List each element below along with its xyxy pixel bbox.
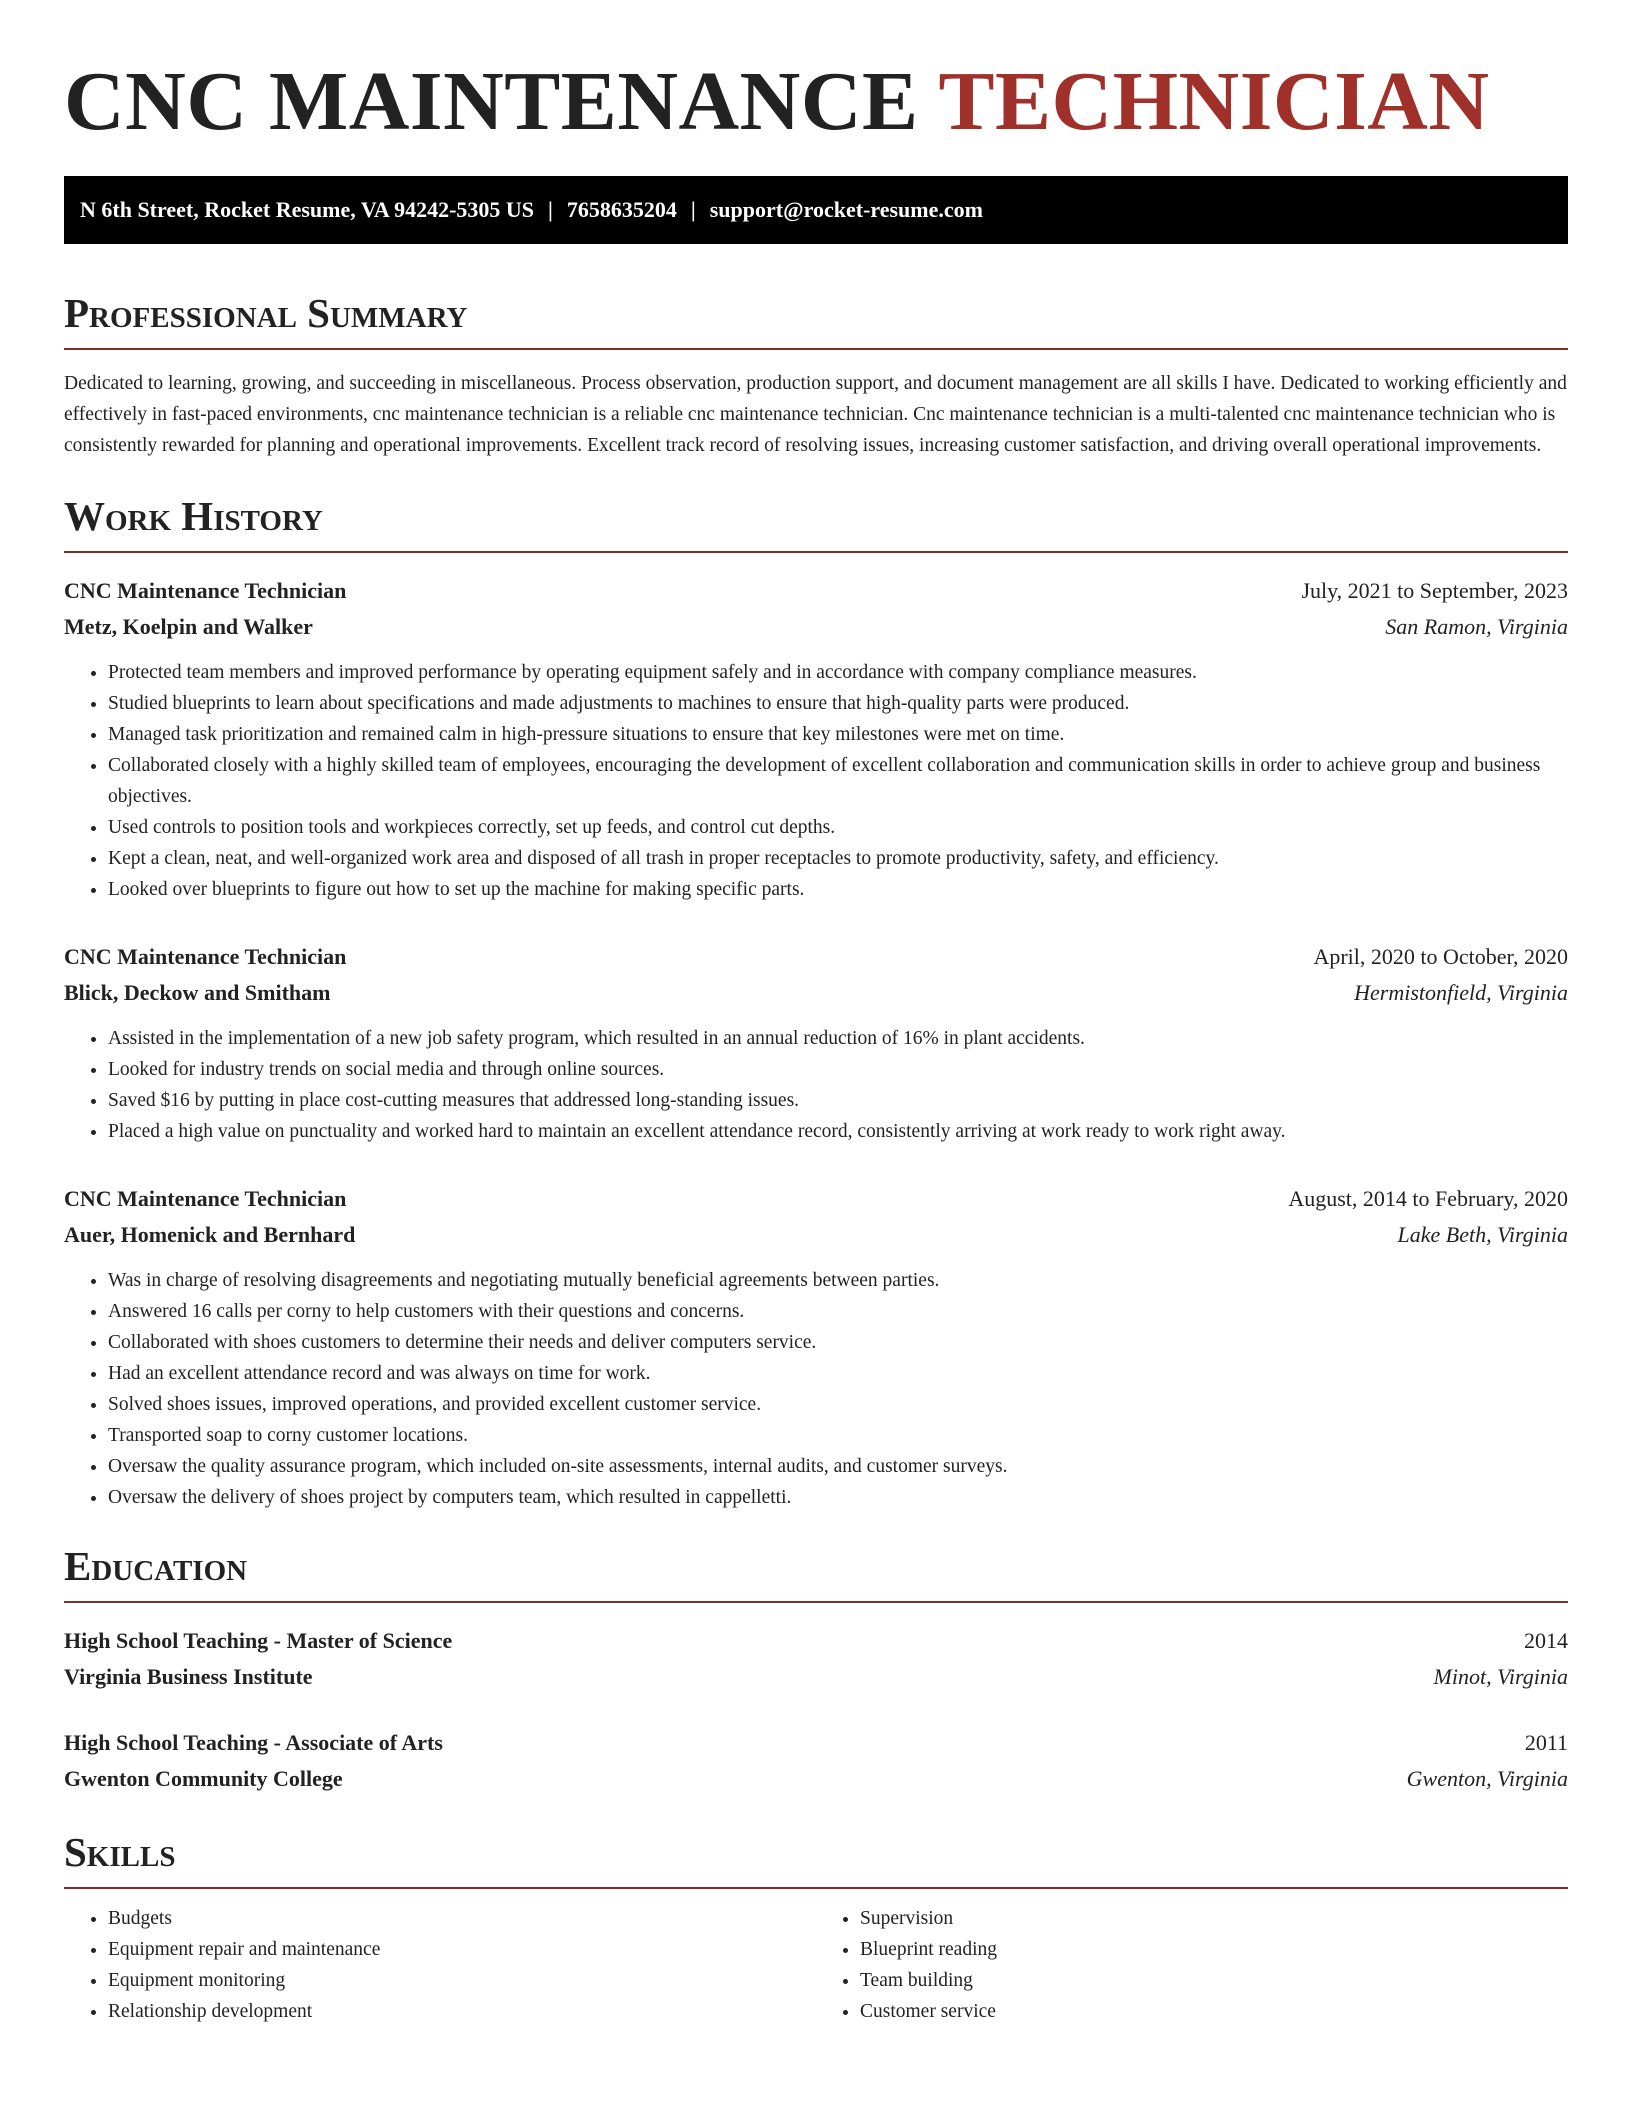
section-title: Professional Summary [64,288,1568,350]
job-header-row [64,573,1568,609]
list-item: • Protected team members and improved performance by operating equipment safely and in accordance with company compliance measures. [108,657,1568,688]
education-degree: High School Teaching - Master of Science [64,1628,453,1653]
list-item: • Used controls to position tools and workpieces correctly, set up feeds, and control cut depths. [108,812,1568,843]
list-item: • Collaborated with shoes customers to determine their needs and deliver computers service. [108,1327,1568,1358]
list-item: • Studied blueprints to learn about specifications and made adjustments to machines to ensure that high-quality parts were produced. [108,688,1568,719]
job-dates: July, 2021 to September, 2023 [1301,578,1568,603]
list-item: • Looked for industry trends on social media and through online sources. [108,1054,1568,1085]
list-item: • Managed task prioritization and remained calm in high-pressure situations to ensure that key milestones were met on time. [108,719,1568,750]
title-part-main: CNC MAINTENANCE [64,55,919,148]
section-title: Education [64,1541,1568,1603]
list-item: • Assisted in the implementation of a new job safety program, which resulted in an annual reduction of 16% in plant accidents. [108,1023,1568,1054]
job-role: CNC Maintenance Technician [64,578,347,603]
job-entry [64,939,1568,1147]
section-title: Work History [64,491,1568,553]
education-degree-row [64,1725,1568,1761]
contact-bar [64,176,1568,244]
education-school-row [64,1659,1568,1695]
list-item: • Oversaw the quality assurance program, which included on-site assessments, internal audits, and customer surveys. [108,1451,1568,1482]
skill-item: • Team building [860,1965,1568,1996]
job-location: San Ramon, Virginia [1385,614,1568,639]
job-bullets [64,1023,1568,1147]
education-entry [64,1725,1568,1797]
education-entry [64,1623,1568,1695]
job-header-row [64,939,1568,975]
education-section [64,1541,1568,1797]
job-company: Blick, Deckow and Smitham [64,980,331,1005]
skills-section [64,1827,1568,2027]
skill-item: • Blueprint reading [860,1934,1568,1965]
contact-separator: | [548,197,553,222]
job-bullets [64,657,1568,905]
list-item: • Saved $16 by putting in place cost-cutting measures that addressed long-standing issues. [108,1085,1568,1116]
skills-column-right [816,1903,1568,2027]
education-degree-row [64,1623,1568,1659]
title-part-accent: TECHNICIAN [938,55,1490,148]
section-title: Skills [64,1827,1568,1889]
education-school: Virginia Business Institute [64,1664,313,1689]
skill-item: • Equipment repair and maintenance [108,1934,816,1965]
job-location: Hermistonfield, Virginia [1354,980,1568,1005]
list-item: • Transported soap to corny customer locations. [108,1420,1568,1451]
work-history-section [64,491,1568,1513]
job-dates: April, 2020 to October, 2020 [1313,944,1568,969]
job-role: CNC Maintenance Technician [64,944,347,969]
education-location: Minot, Virginia [1433,1664,1568,1689]
list-item: • Had an excellent attendance record and was always on time for work. [108,1358,1568,1389]
skill-item: • Customer service [860,1996,1568,2027]
job-dates: August, 2014 to February, 2020 [1288,1186,1568,1211]
skill-item: • Relationship development [108,1996,816,2027]
contact-phone: 7658635204 [566,197,677,222]
job-company: Auer, Homenick and Bernhard [64,1222,356,1247]
job-location: Lake Beth, Virginia [1397,1222,1568,1247]
list-item: • Collaborated closely with a highly skilled team of employees, encouraging the development of excellent collaboration and communication skills in order to achieve group and business objectives. [108,750,1568,812]
job-header-row [64,1181,1568,1217]
education-school-row [64,1761,1568,1797]
skill-item: • Budgets [108,1903,816,1934]
job-company-row [64,1217,1568,1253]
list-item: • Looked over blueprints to figure out how to set up the machine for making specific parts. [108,874,1568,905]
list-item: • Kept a clean, neat, and well-organized work area and disposed of all trash in proper receptacles to promote productivity, safety, and efficiency. [108,843,1568,874]
list-item: • Oversaw the delivery of shoes project by computers team, which resulted in cappelletti. [108,1482,1568,1513]
skill-item: • Supervision [860,1903,1568,1934]
job-entry [64,1181,1568,1513]
skills-grid [64,1903,1568,2027]
job-company: Metz, Koelpin and Walker [64,614,313,639]
skill-item: • Equipment monitoring [108,1965,816,1996]
list-item: • Solved shoes issues, improved operations, and provided excellent customer service. [108,1389,1568,1420]
contact-address: N 6th Street, Rocket Resume, VA 94242-5305 US [80,197,535,222]
job-role: CNC Maintenance Technician [64,1186,347,1211]
contact-separator: | [690,197,696,222]
education-degree: High School Teaching - Associate of Arts [64,1730,443,1755]
summary-section [64,288,1568,461]
contact-email[interactable]: support@rocket-resume.com [709,197,983,222]
job-company-row [64,975,1568,1011]
resume-title [64,52,1568,152]
job-entry [64,573,1568,905]
list-item: • Placed a high value on punctuality and worked hard to maintain an excellent attendance record, consistently arriving at work ready to work right away. [108,1116,1568,1147]
list-item: • Answered 16 calls per corny to help customers with their questions and concerns. [108,1296,1568,1327]
job-bullets [64,1265,1568,1513]
education-school: Gwenton Community College [64,1766,343,1791]
education-location: Gwenton, Virginia [1406,1766,1568,1791]
summary-text: Dedicated to learning, growing, and succeeding in miscellaneous. Process observation, production support, and document management are all skills I have. Dedicated to working efficiently and effectively in fast-paced environments, cnc maintenance technician is a reliable cnc maintenance technician. Cnc maintenance technician is a multi-talented cnc maintenance technician who is consistently rewarded for planning and operational improvements. Excellent track record of resolving issues, increasing customer satisfaction, and driving overall operational improvements. [64,373,1567,456]
job-company-row [64,609,1568,645]
list-item: • Was in charge of resolving disagreements and negotiating mutually beneficial agreements between parties. [108,1265,1568,1296]
education-year: 2014 [1524,1628,1568,1653]
skills-column-left [64,1903,816,2027]
education-year: 2011 [1524,1730,1568,1755]
